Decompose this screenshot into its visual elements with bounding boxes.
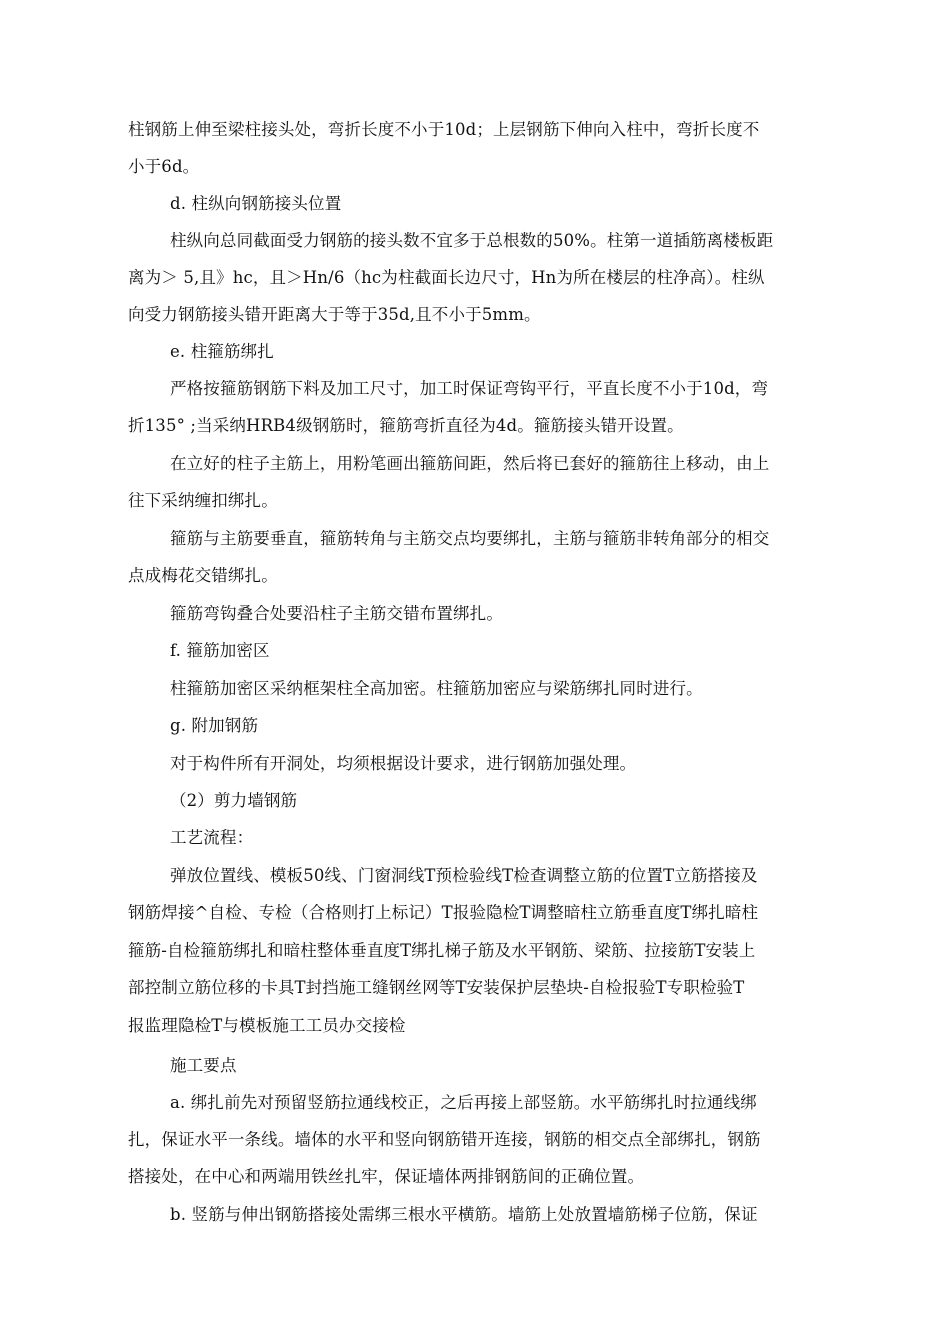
section-heading-e: e. 柱箍筋绑扎 bbox=[170, 342, 274, 361]
body-text-line: 离为＞ 5,且》hc，且＞Hn/6（hc为柱截面长边尺寸，Hn为所在楼层的柱净高）。柱纵 bbox=[128, 268, 765, 287]
body-text-line: 小于6d。 bbox=[128, 157, 200, 176]
body-text-line: 柱钢筋上伸至梁柱接头处，弯折长度不小于10d；上层钢筋下伸向入柱中，弯折长度不 bbox=[128, 120, 760, 139]
section-heading-d: d. 柱纵向钢筋接头位置 bbox=[170, 194, 342, 213]
body-text-line: 严格按箍筋钢筋下料及加工尺寸，加工时保证弯钩平行，平直长度不小于10d，弯 bbox=[170, 379, 769, 398]
body-text-line: 钢筋焊接^自检、专检（合格则打上标记）T报验隐检T调整暗柱立筋垂直度T绑扎暗柱 bbox=[128, 903, 759, 922]
body-text-line: 折135° ;当采纳HRB4级钢筋时，箍筋弯折直径为4d。箍筋接头错开设置。 bbox=[128, 416, 684, 435]
body-text-line: 柱箍筋加密区采纳框架柱全高加密。柱箍筋加密应与梁筋绑扎同时进行。 bbox=[170, 679, 703, 698]
body-text-line: 扎，保证水平一条线。墙体的水平和竖向钢筋错开连接，钢筋的相交点全部绑扎，钢筋 bbox=[128, 1130, 761, 1149]
body-text-line: 箍筋与主筋要垂直，箍筋转角与主筋交点均要绑扎，主筋与箍筋非转角部分的相交 bbox=[170, 529, 770, 548]
body-text-line: a. 绑扎前先对预留竖筋拉通线校正，之后再接上部竖筋。水平筋绑扎时拉通线绑 bbox=[170, 1093, 757, 1112]
body-text-line: 箍筋弯钩叠合处要沿柱子主筋交错布置绑扎。 bbox=[170, 604, 503, 623]
body-text-line: 弹放位置线、模板50线、门窗洞线T预检验线T检查调整立筋的位置T立筋搭接及 bbox=[170, 866, 758, 885]
body-text-line: 向受力钢筋接头错开距离大于等于35d,且不小于5mm。 bbox=[128, 305, 541, 324]
body-text-line: 部控制立筋位移的卡具T封挡施工缝钢丝网等T安装保护层垫块-自检报验T专职检验T bbox=[128, 978, 745, 997]
body-text-line: 点成梅花交错绑扎。 bbox=[128, 566, 278, 585]
section-heading-g: g. 附加钢筋 bbox=[170, 716, 259, 735]
subheading-process-flow: 工艺流程： bbox=[170, 828, 254, 847]
body-text-line: 柱纵向总同截面受力钢筋的接头数不宜多于总根数的50%。柱第一道插筋离楼板距 bbox=[170, 231, 774, 250]
subheading-construction-points: 施工要点 bbox=[170, 1056, 237, 1075]
body-text-line: 报监理隐检T与模板施工工员办交接检 bbox=[128, 1016, 406, 1035]
section-heading-shear-wall: （2）剪力墙钢筋 bbox=[170, 791, 298, 810]
body-text-line: 搭接处，在中心和两端用铁丝扎牢，保证墙体两排钢筋间的正确位置。 bbox=[128, 1167, 645, 1186]
body-text-line: 对于构件所有开洞处，均须根据设计要求，进行钢筋加强处理。 bbox=[170, 754, 637, 773]
body-text-line: 往下采纳缠扣绑扎。 bbox=[128, 491, 278, 510]
body-text-line: b. 竖筋与伸出钢筋搭接处需绑三根水平横筋。墙筋上处放置墙筋梯子位筋，保证 bbox=[170, 1205, 758, 1224]
body-text-line: 箍筋-自检箍筋绑扎和暗柱整体垂直度T绑扎梯子筋及水平钢筋、梁筋、拉接筋T安装上 bbox=[128, 941, 756, 960]
body-text-line: 在立好的柱子主筋上，用粉笔画出箍筋间距，然后将已套好的箍筋往上移动，由上 bbox=[170, 454, 770, 473]
section-heading-f: f. 箍筋加密区 bbox=[170, 641, 270, 660]
